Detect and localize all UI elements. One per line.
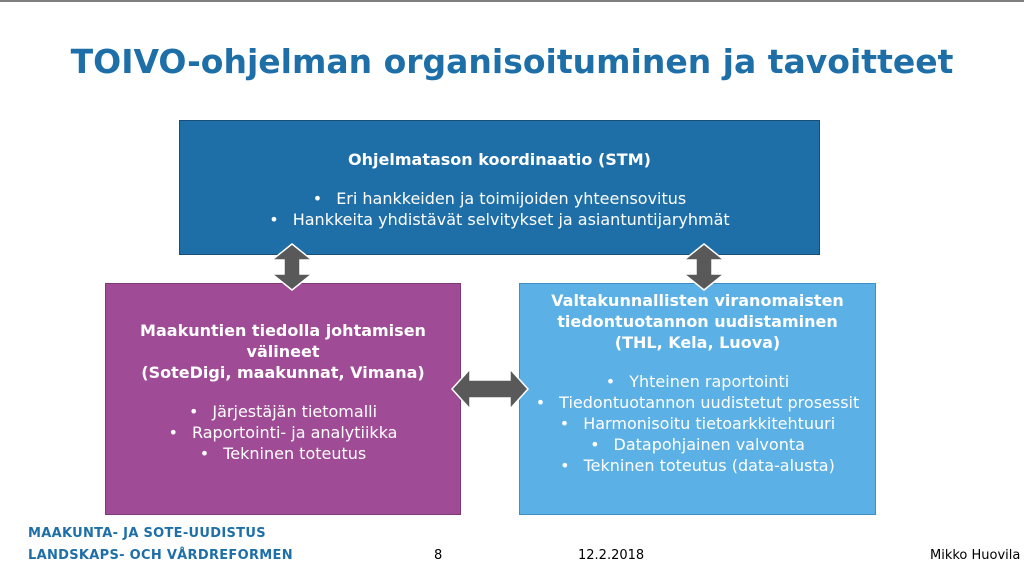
list-item: • Tekninen toteutus (data-alusta) xyxy=(520,455,875,476)
list-item: • Datapohjainen valvonta xyxy=(520,434,875,455)
double-arrow-vertical-right-icon xyxy=(682,242,726,292)
footer-brand-finnish: MAAKUNTA- JA SOTE-UUDISTUS xyxy=(28,526,266,541)
regional-management-list xyxy=(106,401,460,464)
top-border-line xyxy=(0,0,1024,2)
heading-line: välineet xyxy=(246,342,320,361)
national-authorities-list xyxy=(520,371,875,476)
slide-title: TOIVO-ohjelman organisoituminen ja tavoitteet xyxy=(70,42,954,81)
heading-line: (SoteDigi, maakunnat, Vimana) xyxy=(141,363,425,382)
list-item: • Harmonisoitu tietoarkkitehtuuri xyxy=(520,413,875,434)
regional-management-heading xyxy=(106,320,460,383)
list-item: • Eri hankkeiden ja toimijoiden yhteensovitus xyxy=(180,188,819,209)
heading-line: Maakuntien tiedolla johtamisen xyxy=(140,321,426,340)
footer-author: Mikko Huovila xyxy=(930,548,1021,563)
national-authorities-box xyxy=(519,283,876,515)
list-item: • Tekninen toteutus xyxy=(106,443,460,464)
national-authorities-heading xyxy=(520,290,875,353)
list-item: • Järjestäjän tietomalli xyxy=(106,401,460,422)
list-item: • Yhteinen raportointi xyxy=(520,371,875,392)
page-number: 8 xyxy=(434,548,443,563)
regional-management-tools-box xyxy=(105,283,461,515)
footer-date: 12.2.2018 xyxy=(578,548,645,563)
heading-line: tiedontuotannon uudistaminen xyxy=(557,312,838,331)
footer-brand-swedish: LANDSKAPS- OCH VÅRDREFORMEN xyxy=(28,548,293,563)
double-arrow-vertical-left-icon xyxy=(270,242,314,292)
program-coordination-list xyxy=(180,188,819,230)
double-arrow-horizontal-icon xyxy=(450,366,530,412)
heading-line: (THL, Kela, Luova) xyxy=(614,333,781,352)
list-item: • Hankkeita yhdistävät selvitykset ja asiantuntijaryhmät xyxy=(180,209,819,230)
list-item: • Tiedontuotannon uudistetut prosessit xyxy=(520,392,875,413)
program-coordination-heading: Ohjelmatason koordinaatio (STM) xyxy=(348,150,651,169)
list-item: • Raportointi- ja analytiikka xyxy=(106,422,460,443)
heading-line: Valtakunnallisten viranomaisten xyxy=(551,291,844,310)
program-coordination-box xyxy=(179,120,820,255)
